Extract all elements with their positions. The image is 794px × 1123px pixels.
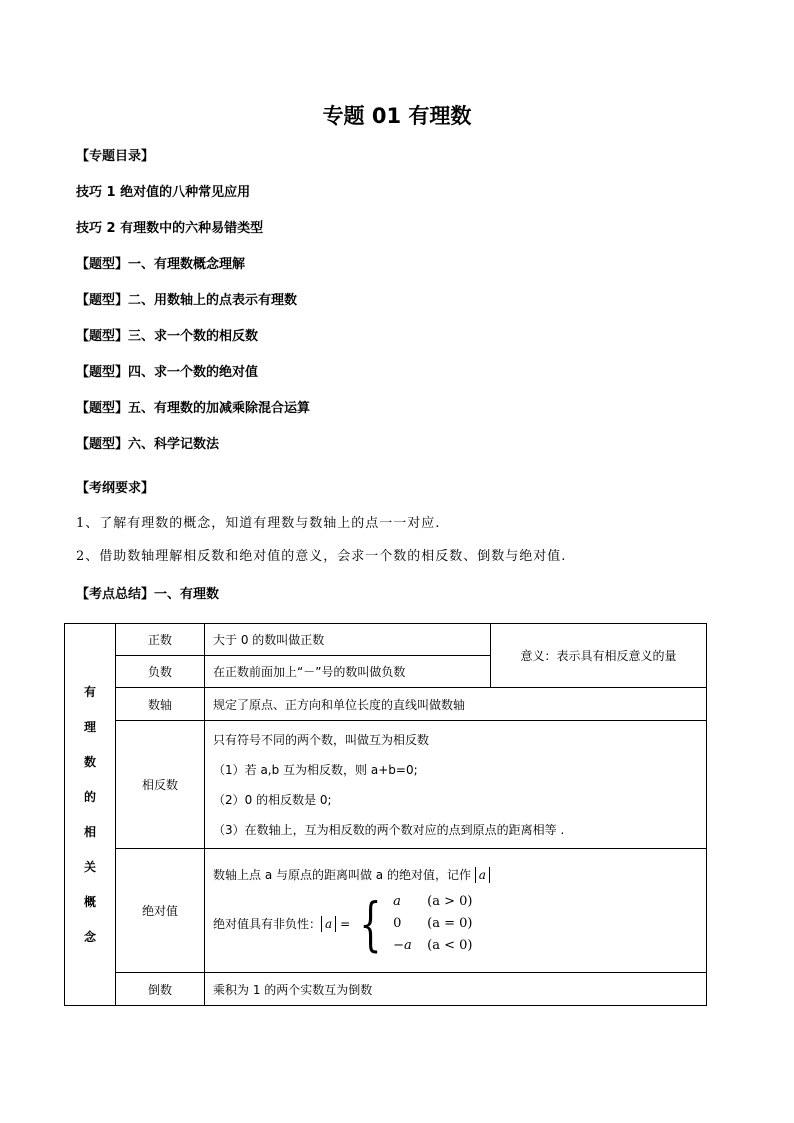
term-opposite: 相反数 bbox=[116, 721, 205, 849]
requirements-heading: 【考纲要求】 bbox=[76, 481, 155, 496]
def-axis: 规定了原点、正方向和单位长度的直线叫做数轴 bbox=[205, 688, 707, 721]
def-positive: 大于 0 的数叫做正数 bbox=[205, 624, 491, 656]
absolute-line-2: 绝对值具有非负性： bbox=[213, 917, 322, 931]
toc-item-8: 【题型】六、科学记数法 bbox=[76, 437, 220, 452]
toc-item-6: 【题型】四、求一个数的绝对值 bbox=[76, 365, 259, 380]
opposite-line-2: （1）若 a,b 互为相反数，则 a+b=0; bbox=[213, 762, 418, 777]
def-reciprocal: 乘积为 1 的两个实数互为倒数 bbox=[205, 973, 707, 1006]
toc-item-2: 技巧 2 有理数中的六种易错类型 bbox=[76, 221, 264, 236]
term-positive: 正数 bbox=[116, 624, 205, 656]
term-reciprocal: 倒数 bbox=[116, 973, 205, 1006]
toc-item-5: 【题型】三、求一个数的相反数 bbox=[76, 329, 259, 344]
term-absolute: 绝对值 bbox=[116, 849, 205, 973]
opposite-line-3: （2）0 的相反数是 0; bbox=[213, 792, 332, 807]
toc-item-4: 【题型】二、用数轴上的点表示有理数 bbox=[76, 293, 298, 308]
abs-piecewise bbox=[213, 891, 472, 957]
meaning-cell: 意义：表示具有相反意义的量 bbox=[491, 624, 707, 688]
abs-symbol-2: a bbox=[321, 916, 336, 932]
def-opposite bbox=[205, 721, 707, 849]
toc-item-1: 技巧 1 绝对值的八种常见应用 bbox=[76, 185, 251, 200]
summary-heading: 【考点总结】一、有理数 bbox=[76, 587, 220, 602]
concept-table bbox=[64, 623, 707, 1006]
def-negative: 在正数前面加上“－”号的数叫做负数 bbox=[205, 656, 491, 688]
toc-heading: 【专题目录】 bbox=[76, 149, 155, 164]
toc-item-7: 【题型】五、有理数的加减乘除混合运算 bbox=[76, 401, 311, 416]
term-axis: 数轴 bbox=[116, 688, 205, 721]
toc-item-3: 【题型】一、有理数概念理解 bbox=[76, 257, 246, 272]
requirement-2: 2、借助数轴理解相反数和绝对值的意义，会求一个数的相反数、倒数与绝对值. bbox=[76, 549, 567, 564]
abs-equals: = bbox=[340, 916, 351, 931]
side-label: 有 理 数 的 相 关 概 念 bbox=[65, 624, 116, 1006]
page-title: 专题 01 有理数 bbox=[322, 104, 472, 128]
opposite-line-1: 只有符号不同的两个数，叫做互为相反数 bbox=[213, 732, 430, 747]
abs-cases: a (a > 0) 0 (a = 0) −a (a < 0) bbox=[393, 893, 473, 953]
term-negative: 负数 bbox=[116, 656, 205, 688]
def-absolute bbox=[205, 849, 707, 973]
opposite-line-4: （3）在数轴上，互为相反数的两个数对应的点到原点的距离相等 . bbox=[213, 822, 565, 837]
abs-symbol-1: a bbox=[475, 867, 490, 883]
left-brace-icon: { bbox=[359, 889, 382, 958]
absolute-line-1: 数轴上点 a 与原点的距离叫做 a 的绝对值，记作 bbox=[213, 867, 471, 882]
requirement-1: 1、了解有理数的概念，知道有理数与数轴上的点一一对应. bbox=[76, 516, 441, 531]
